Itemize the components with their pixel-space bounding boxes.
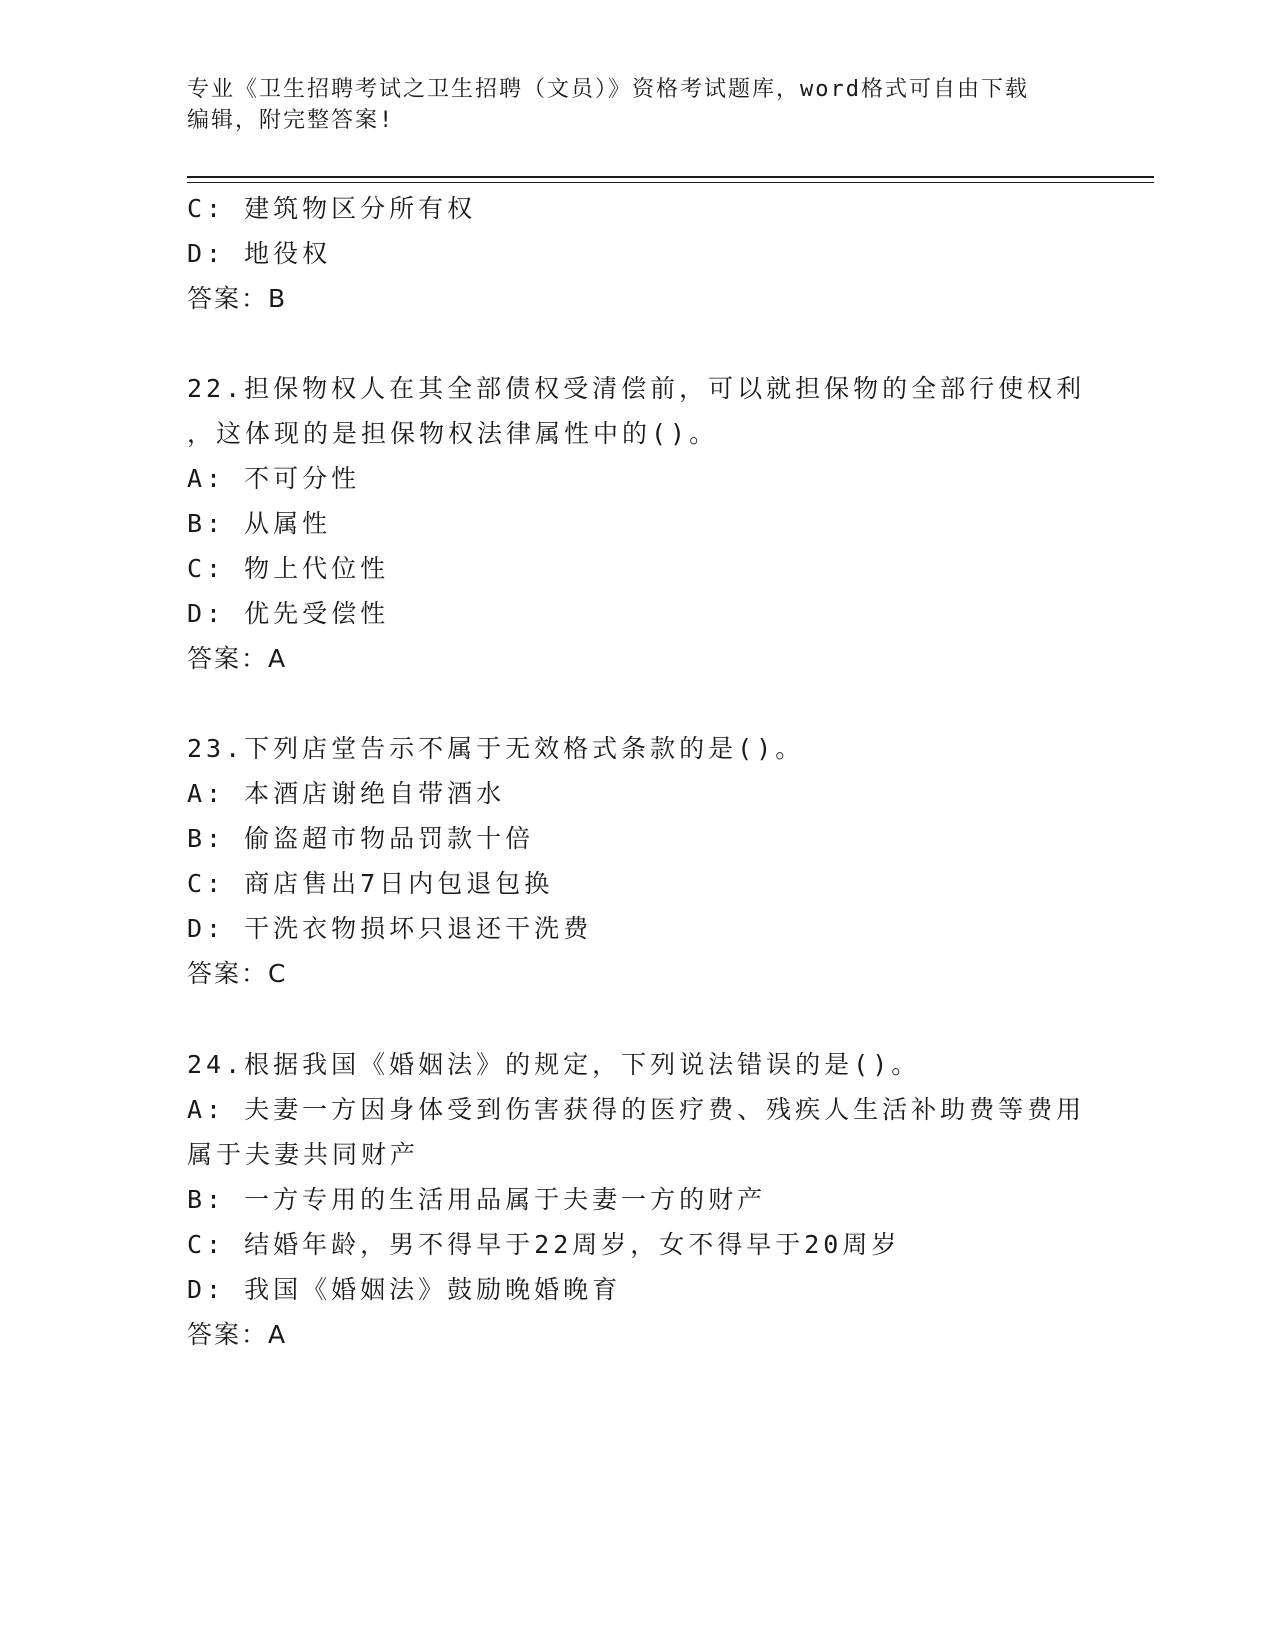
q24-option-b: B: 一方专用的生活用品属于夫妻一方的财产 [187, 1185, 767, 1214]
header-line-2: 编辑，附完整答案! [187, 108, 395, 133]
q22-option-d: D: 优先受偿性 [187, 599, 390, 628]
header-divider-thick [187, 176, 1154, 178]
q23-option-d: D: 干洗衣物损坏只退还干洗费 [187, 914, 593, 943]
prev-option-c: C: 建筑物区分所有权 [187, 194, 477, 223]
q23-stem-line-1: 23.下列店堂告示不属于无效格式条款的是()。 [187, 734, 805, 763]
q23-option-b: B: 偷盗超市物品罚款十倍 [187, 824, 535, 853]
q24-option-c: C: 结婚年龄，男不得早于22周岁，女不得早于20周岁 [187, 1230, 901, 1259]
q22-option-b: B: 从属性 [187, 509, 332, 538]
q23-option-a: A: 本酒店谢绝自带酒水 [187, 779, 506, 808]
q24-option-d: D: 我国《婚姻法》鼓励晚婚晚育 [187, 1275, 622, 1304]
q23-answer: 答案：C [187, 959, 288, 988]
q23-option-c: C: 商店售出7日内包退包换 [187, 869, 554, 898]
q22-stem-line-2: ，这体现的是担保物权法律属性中的()。 [187, 419, 719, 448]
prev-option-d: D: 地役权 [187, 239, 332, 268]
q22-option-c: C: 物上代位性 [187, 554, 390, 583]
q24-answer: 答案：A [187, 1320, 288, 1349]
q22-option-a: A: 不可分性 [187, 464, 361, 493]
document-header [187, 74, 1067, 136]
q24-option-a-line-1: A: 夫妻一方因身体受到伤害获得的医疗费、残疾人生活补助费等费用 [187, 1095, 1086, 1124]
q22-stem-line-1: 22.担保物权人在其全部债权受清偿前，可以就担保物的全部行使权利 [187, 374, 1086, 403]
q24-stem-line-1: 24.根据我国《婚姻法》的规定，下列说法错误的是()。 [187, 1050, 921, 1079]
header-divider-thin [187, 182, 1154, 183]
q22-answer: 答案：A [187, 644, 288, 673]
header-line-1: 专业《卫生招聘考试之卫生招聘（文员）》资格考试题库，word格式可自由下载 [187, 77, 1029, 102]
q24-option-a-line-2: 属于夫妻共同财产 [187, 1140, 420, 1169]
prev-answer: 答案：B [187, 284, 288, 313]
